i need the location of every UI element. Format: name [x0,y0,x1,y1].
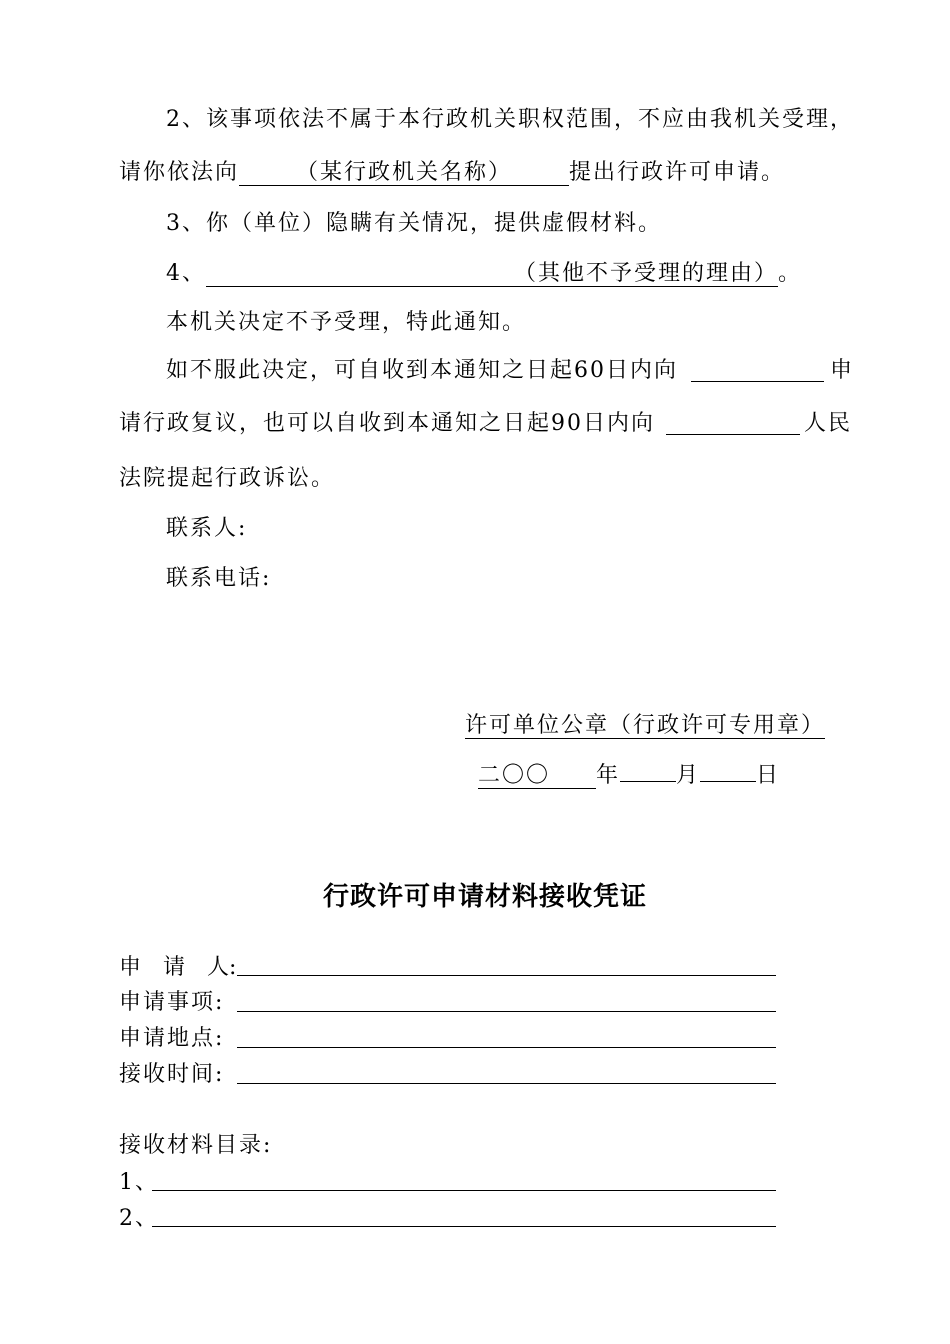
decision-line [166,308,526,338]
review-agency-blank[interactable] [691,381,824,382]
appeal-line-1 [166,356,678,386]
appeal-line-2 [119,409,655,439]
contact-phone-line [166,564,271,594]
receipt-title: 行政许可申请材料接收凭证 [322,882,647,912]
item-3-text: 3、你（单位）隐瞒有关情况，提供虚假材料。 [166,211,662,236]
appeal-text-2-pre: 请行政复议，也可以自收到本通知之日起90日内向 [119,411,655,436]
item-2-line-2 [119,158,785,188]
other-reason-blank[interactable]: （其他不予受理的理由） [206,262,778,287]
item-2-text-2-pre: 请你依法向 [119,160,240,185]
date-day-label: 日 [756,763,781,788]
contact-person-line [166,514,247,544]
appeal-line-3 [119,464,335,494]
appeal-text-3: 法院提起行政诉讼。 [119,466,336,491]
date-month-blank[interactable] [620,781,676,782]
contact-person-label: 联系人: [166,516,248,541]
item-4-pre: 4、 [166,261,206,286]
material-item-2-label: 2、 [119,1206,159,1231]
material-item-1-label: 1、 [119,1170,159,1195]
agency-name-blank[interactable]: （某行政机关名称） [239,161,569,186]
date-line [478,761,780,791]
appeal-line-2-end [804,409,852,439]
item-2-line-1 [166,105,854,135]
contact-phone-label: 联系电话: [166,566,272,591]
date-year-prefix: 二〇〇 [478,763,551,788]
material-item-2-field[interactable] [152,1226,776,1227]
official-seal-line [465,711,825,741]
matter-label: 申请事项: [119,990,225,1015]
item-2-text-1: 2、该事项依法不属于本行政机关职权范围，不应由我机关受理， [166,107,854,132]
official-seal-text: 许可单位公章（行政许可专用章） [465,713,826,738]
applicant-label: 申 请 人: [119,955,237,980]
date-year-blank[interactable] [478,764,596,789]
appeal-line-1-end [830,356,854,386]
court-blank[interactable] [666,434,800,435]
appeal-text-1-post: 申 [830,358,855,383]
date-month-label: 月 [676,763,701,788]
material-item-1-field[interactable] [152,1190,776,1191]
date-year-label: 年 [596,763,621,788]
materials-label: 接收材料目录: [119,1133,273,1158]
place-label: 申请地点: [119,1026,225,1051]
date-day-blank[interactable] [700,781,756,782]
time-field[interactable] [237,1083,776,1084]
matter-field[interactable] [237,1011,776,1012]
place-field[interactable] [237,1047,776,1048]
time-label: 接收时间: [119,1062,225,1087]
appeal-text-1-pre: 如不服此决定，可自收到本通知之日起60日内向 [166,358,678,383]
item-4-post: 。 [778,261,803,286]
appeal-text-2-post: 人民 [804,411,853,436]
decision-text: 本机关决定不予受理，特此通知。 [166,310,527,335]
applicant-field[interactable] [237,975,776,976]
item-2-text-2-post: 提出行政许可申请。 [569,160,786,185]
item-4-line [166,259,802,289]
item-3-line [166,209,662,239]
